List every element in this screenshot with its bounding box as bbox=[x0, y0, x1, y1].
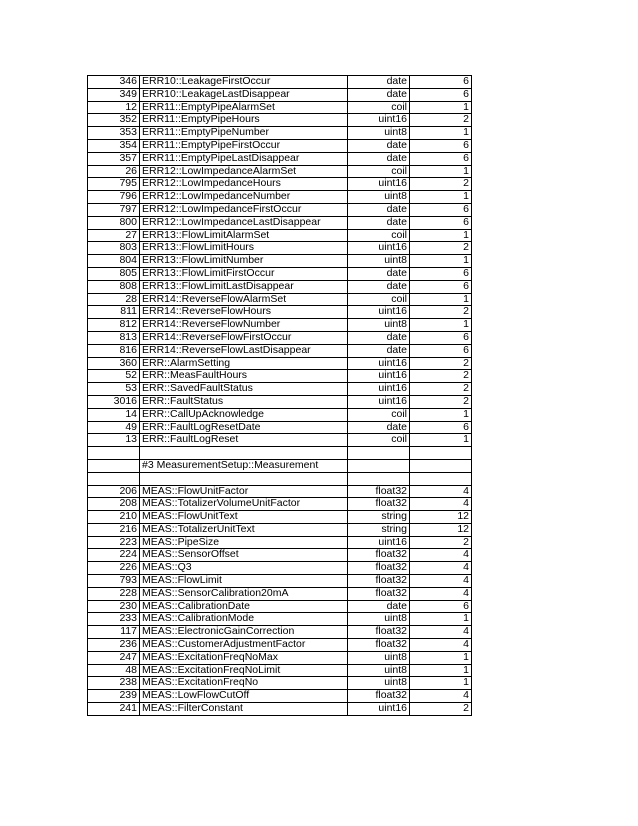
byte-length-cell: 2 bbox=[410, 114, 472, 127]
register-address-cell: 224 bbox=[88, 549, 140, 562]
table-row bbox=[88, 370, 472, 383]
register-address-cell: 226 bbox=[88, 562, 140, 575]
byte-length-cell: 1 bbox=[410, 677, 472, 690]
register-address-cell: 793 bbox=[88, 575, 140, 588]
table-row bbox=[88, 344, 472, 357]
byte-length-cell: 12 bbox=[410, 523, 472, 536]
register-name-cell: ERR14::ReverseFlowFirstOccur bbox=[140, 331, 348, 344]
data-type-cell bbox=[348, 447, 410, 460]
register-name-cell: MEAS::PipeSize bbox=[140, 536, 348, 549]
register-name-cell: ERR::MeasFaultHours bbox=[140, 370, 348, 383]
register-name-cell bbox=[140, 447, 348, 460]
data-type-cell: coil bbox=[348, 293, 410, 306]
register-address-cell: 216 bbox=[88, 523, 140, 536]
data-type-cell bbox=[348, 472, 410, 485]
byte-length-cell: 2 bbox=[410, 178, 472, 191]
register-name-cell: ERR::SavedFaultStatus bbox=[140, 383, 348, 396]
data-type-cell: uint16 bbox=[348, 536, 410, 549]
data-type-cell: date bbox=[348, 88, 410, 101]
register-address-cell: 48 bbox=[88, 664, 140, 677]
register-name-cell: ERR13::FlowLimitLastDisappear bbox=[140, 280, 348, 293]
section-header-row bbox=[88, 459, 472, 472]
table-row bbox=[88, 395, 472, 408]
table-row bbox=[88, 88, 472, 101]
register-name-cell: MEAS::TotalizerVolumeUnitFactor bbox=[140, 498, 348, 511]
table-row bbox=[88, 408, 472, 421]
table-row bbox=[88, 472, 472, 485]
data-type-cell: float32 bbox=[348, 485, 410, 498]
byte-length-cell: 12 bbox=[410, 511, 472, 524]
data-type-cell: date bbox=[348, 216, 410, 229]
register-address-cell: 796 bbox=[88, 191, 140, 204]
register-address-cell: 241 bbox=[88, 703, 140, 716]
byte-length-cell: 1 bbox=[410, 127, 472, 140]
byte-length-cell: 1 bbox=[410, 229, 472, 242]
register-name-cell: MEAS::CustomerAdjustmentFactor bbox=[140, 639, 348, 652]
data-type-cell: float32 bbox=[348, 562, 410, 575]
register-name-cell: ERR11::EmptyPipeHours bbox=[140, 114, 348, 127]
data-type-cell: uint8 bbox=[348, 651, 410, 664]
register-table bbox=[87, 75, 472, 716]
register-address-cell: 52 bbox=[88, 370, 140, 383]
data-type-cell: uint8 bbox=[348, 319, 410, 332]
byte-length-cell: 1 bbox=[410, 319, 472, 332]
data-type-cell: uint8 bbox=[348, 127, 410, 140]
data-type-cell: coil bbox=[348, 101, 410, 114]
data-type-cell: float32 bbox=[348, 587, 410, 600]
data-type-cell: uint16 bbox=[348, 114, 410, 127]
byte-length-cell: 1 bbox=[410, 255, 472, 268]
register-name-cell: MEAS::SensorCalibration20mA bbox=[140, 587, 348, 600]
table-row bbox=[88, 280, 472, 293]
register-name-cell: ERR11::EmptyPipeLastDisappear bbox=[140, 152, 348, 165]
table-row bbox=[88, 127, 472, 140]
table-row bbox=[88, 626, 472, 639]
byte-length-cell: 6 bbox=[410, 152, 472, 165]
table-row bbox=[88, 152, 472, 165]
register-address-cell: 808 bbox=[88, 280, 140, 293]
byte-length-cell: 1 bbox=[410, 293, 472, 306]
register-address-cell: 28 bbox=[88, 293, 140, 306]
table-row bbox=[88, 191, 472, 204]
table-row bbox=[88, 523, 472, 536]
register-address-cell: 206 bbox=[88, 485, 140, 498]
register-address-cell bbox=[88, 447, 140, 460]
data-type-cell: uint16 bbox=[348, 178, 410, 191]
data-type-cell bbox=[348, 459, 410, 472]
byte-length-cell: 1 bbox=[410, 408, 472, 421]
register-address-cell: 805 bbox=[88, 267, 140, 280]
register-name-cell: MEAS::ExcitationFreqNoMax bbox=[140, 651, 348, 664]
table-row bbox=[88, 575, 472, 588]
table-row bbox=[88, 511, 472, 524]
register-address-cell bbox=[88, 472, 140, 485]
register-address-cell bbox=[88, 459, 140, 472]
byte-length-cell: 6 bbox=[410, 600, 472, 613]
byte-length-cell: 4 bbox=[410, 562, 472, 575]
register-address-cell: 117 bbox=[88, 626, 140, 639]
table-row bbox=[88, 229, 472, 242]
data-type-cell: float32 bbox=[348, 575, 410, 588]
register-address-cell: 816 bbox=[88, 344, 140, 357]
byte-length-cell: 6 bbox=[410, 421, 472, 434]
register-address-cell: 247 bbox=[88, 651, 140, 664]
register-address-cell: 210 bbox=[88, 511, 140, 524]
data-type-cell: string bbox=[348, 511, 410, 524]
register-name-cell: ERR12::LowImpedanceHours bbox=[140, 178, 348, 191]
byte-length-cell: 6 bbox=[410, 88, 472, 101]
register-name-cell: ERR11::EmptyPipeNumber bbox=[140, 127, 348, 140]
register-name-cell: MEAS::SensorOffset bbox=[140, 549, 348, 562]
table-row bbox=[88, 498, 472, 511]
byte-length-cell: 6 bbox=[410, 216, 472, 229]
byte-length-cell: 2 bbox=[410, 306, 472, 319]
byte-length-cell: 2 bbox=[410, 370, 472, 383]
data-type-cell: date bbox=[348, 267, 410, 280]
data-type-cell: date bbox=[348, 203, 410, 216]
register-name-cell: #3 MeasurementSetup::Measurement bbox=[140, 459, 348, 472]
table-row bbox=[88, 203, 472, 216]
byte-length-cell: 4 bbox=[410, 639, 472, 652]
table-row bbox=[88, 690, 472, 703]
register-address-cell: 27 bbox=[88, 229, 140, 242]
byte-length-cell: 4 bbox=[410, 587, 472, 600]
table-row bbox=[88, 255, 472, 268]
table-row bbox=[88, 165, 472, 178]
byte-length-cell: 2 bbox=[410, 383, 472, 396]
byte-length-cell: 4 bbox=[410, 498, 472, 511]
table-row bbox=[88, 139, 472, 152]
register-address-cell: 349 bbox=[88, 88, 140, 101]
data-type-cell: uint16 bbox=[348, 357, 410, 370]
table-row bbox=[88, 306, 472, 319]
table-row bbox=[88, 357, 472, 370]
table-row bbox=[88, 587, 472, 600]
register-name-cell: ERR::FaultLogReset bbox=[140, 434, 348, 447]
data-type-cell: coil bbox=[348, 165, 410, 178]
register-address-cell: 239 bbox=[88, 690, 140, 703]
table-row bbox=[88, 293, 472, 306]
register-name-cell: ERR14::ReverseFlowHours bbox=[140, 306, 348, 319]
register-address-cell: 803 bbox=[88, 242, 140, 255]
table-row bbox=[88, 383, 472, 396]
register-name-cell bbox=[140, 472, 348, 485]
register-address-cell: 804 bbox=[88, 255, 140, 268]
register-name-cell: ERR12::LowImpedanceFirstOccur bbox=[140, 203, 348, 216]
byte-length-cell: 2 bbox=[410, 703, 472, 716]
data-type-cell: uint16 bbox=[348, 703, 410, 716]
byte-length-cell: 1 bbox=[410, 434, 472, 447]
byte-length-cell: 6 bbox=[410, 280, 472, 293]
byte-length-cell bbox=[410, 447, 472, 460]
register-name-cell: MEAS::FlowUnitText bbox=[140, 511, 348, 524]
data-type-cell: float32 bbox=[348, 690, 410, 703]
table-row bbox=[88, 639, 472, 652]
data-type-cell: uint16 bbox=[348, 242, 410, 255]
byte-length-cell: 4 bbox=[410, 626, 472, 639]
register-address-cell: 223 bbox=[88, 536, 140, 549]
register-address-cell: 238 bbox=[88, 677, 140, 690]
data-type-cell: uint16 bbox=[348, 395, 410, 408]
register-address-cell: 360 bbox=[88, 357, 140, 370]
register-name-cell: MEAS::FlowLimit bbox=[140, 575, 348, 588]
byte-length-cell: 1 bbox=[410, 191, 472, 204]
register-address-cell: 236 bbox=[88, 639, 140, 652]
register-name-cell: ERR11::EmptyPipeAlarmSet bbox=[140, 101, 348, 114]
byte-length-cell: 6 bbox=[410, 203, 472, 216]
byte-length-cell: 2 bbox=[410, 395, 472, 408]
register-name-cell: MEAS::CalibrationMode bbox=[140, 613, 348, 626]
register-name-cell: MEAS::FilterConstant bbox=[140, 703, 348, 716]
byte-length-cell: 4 bbox=[410, 549, 472, 562]
data-type-cell: float32 bbox=[348, 639, 410, 652]
byte-length-cell: 6 bbox=[410, 267, 472, 280]
register-address-cell: 26 bbox=[88, 165, 140, 178]
register-address-cell: 813 bbox=[88, 331, 140, 344]
register-name-cell: ERR13::FlowLimitHours bbox=[140, 242, 348, 255]
data-type-cell: float32 bbox=[348, 626, 410, 639]
register-address-cell: 354 bbox=[88, 139, 140, 152]
byte-length-cell: 2 bbox=[410, 357, 472, 370]
table-row bbox=[88, 703, 472, 716]
register-address-cell: 12 bbox=[88, 101, 140, 114]
table-row bbox=[88, 319, 472, 332]
table-row bbox=[88, 536, 472, 549]
data-type-cell: date bbox=[348, 76, 410, 89]
register-address-cell: 230 bbox=[88, 600, 140, 613]
byte-length-cell: 6 bbox=[410, 76, 472, 89]
table-row bbox=[88, 677, 472, 690]
register-name-cell: ERR10::LeakageLastDisappear bbox=[140, 88, 348, 101]
data-type-cell: uint16 bbox=[348, 306, 410, 319]
data-type-cell: date bbox=[348, 331, 410, 344]
register-name-cell: MEAS::LowFlowCutOff bbox=[140, 690, 348, 703]
table-row bbox=[88, 178, 472, 191]
table-row bbox=[88, 114, 472, 127]
table-row bbox=[88, 434, 472, 447]
table-row bbox=[88, 562, 472, 575]
table-row bbox=[88, 613, 472, 626]
byte-length-cell: 1 bbox=[410, 664, 472, 677]
table-row bbox=[88, 331, 472, 344]
register-address-cell: 353 bbox=[88, 127, 140, 140]
byte-length-cell: 6 bbox=[410, 139, 472, 152]
register-address-cell: 797 bbox=[88, 203, 140, 216]
table-row bbox=[88, 485, 472, 498]
register-name-cell: ERR14::ReverseFlowAlarmSet bbox=[140, 293, 348, 306]
register-address-cell: 49 bbox=[88, 421, 140, 434]
data-type-cell: date bbox=[348, 600, 410, 613]
byte-length-cell: 1 bbox=[410, 613, 472, 626]
data-type-cell: float32 bbox=[348, 498, 410, 511]
data-type-cell: uint16 bbox=[348, 370, 410, 383]
register-name-cell: ERR::CallUpAcknowledge bbox=[140, 408, 348, 421]
table-row bbox=[88, 267, 472, 280]
table-row bbox=[88, 447, 472, 460]
byte-length-cell: 2 bbox=[410, 536, 472, 549]
register-name-cell: ERR13::FlowLimitNumber bbox=[140, 255, 348, 268]
register-address-cell: 13 bbox=[88, 434, 140, 447]
byte-length-cell: 4 bbox=[410, 575, 472, 588]
register-name-cell: MEAS::ExcitationFreqNo bbox=[140, 677, 348, 690]
table-row bbox=[88, 216, 472, 229]
byte-length-cell: 6 bbox=[410, 331, 472, 344]
register-name-cell: ERR10::LeakageFirstOccur bbox=[140, 76, 348, 89]
register-name-cell: ERR11::EmptyPipeFirstOccur bbox=[140, 139, 348, 152]
byte-length-cell: 4 bbox=[410, 690, 472, 703]
register-name-cell: ERR::FaultLogResetDate bbox=[140, 421, 348, 434]
data-type-cell: date bbox=[348, 139, 410, 152]
register-name-cell: ERR::FaultStatus bbox=[140, 395, 348, 408]
register-name-cell: ERR12::LowImpedanceAlarmSet bbox=[140, 165, 348, 178]
register-name-cell: MEAS::Q3 bbox=[140, 562, 348, 575]
byte-length-cell: 1 bbox=[410, 165, 472, 178]
register-address-cell: 811 bbox=[88, 306, 140, 319]
register-name-cell: ERR13::FlowLimitFirstOccur bbox=[140, 267, 348, 280]
register-name-cell: MEAS::ExcitationFreqNoLimit bbox=[140, 664, 348, 677]
register-address-cell: 812 bbox=[88, 319, 140, 332]
data-type-cell: uint8 bbox=[348, 613, 410, 626]
data-type-cell: uint8 bbox=[348, 664, 410, 677]
data-type-cell: date bbox=[348, 421, 410, 434]
table-row bbox=[88, 421, 472, 434]
register-name-cell: MEAS::CalibrationDate bbox=[140, 600, 348, 613]
table-row bbox=[88, 600, 472, 613]
register-name-cell: ERR13::FlowLimitAlarmSet bbox=[140, 229, 348, 242]
data-type-cell: string bbox=[348, 523, 410, 536]
table-row bbox=[88, 76, 472, 89]
data-type-cell: float32 bbox=[348, 549, 410, 562]
register-address-cell: 208 bbox=[88, 498, 140, 511]
register-address-cell: 346 bbox=[88, 76, 140, 89]
register-address-cell: 352 bbox=[88, 114, 140, 127]
byte-length-cell bbox=[410, 472, 472, 485]
table-row bbox=[88, 664, 472, 677]
table-row bbox=[88, 101, 472, 114]
data-type-cell: coil bbox=[348, 408, 410, 421]
data-type-cell: date bbox=[348, 152, 410, 165]
data-type-cell: date bbox=[348, 344, 410, 357]
byte-length-cell: 6 bbox=[410, 344, 472, 357]
register-name-cell: ERR14::ReverseFlowLastDisappear bbox=[140, 344, 348, 357]
register-address-cell: 233 bbox=[88, 613, 140, 626]
register-name-cell: ERR14::ReverseFlowNumber bbox=[140, 319, 348, 332]
byte-length-cell bbox=[410, 459, 472, 472]
register-address-cell: 3016 bbox=[88, 395, 140, 408]
register-name-cell: ERR12::LowImpedanceLastDisappear bbox=[140, 216, 348, 229]
table-row bbox=[88, 651, 472, 664]
register-name-cell: MEAS::TotalizerUnitText bbox=[140, 523, 348, 536]
register-table-body bbox=[88, 76, 472, 716]
byte-length-cell: 4 bbox=[410, 485, 472, 498]
data-type-cell: uint8 bbox=[348, 677, 410, 690]
byte-length-cell: 1 bbox=[410, 651, 472, 664]
data-type-cell: coil bbox=[348, 434, 410, 447]
register-name-cell: ERR::AlarmSetting bbox=[140, 357, 348, 370]
table-row bbox=[88, 242, 472, 255]
register-address-cell: 357 bbox=[88, 152, 140, 165]
table-row bbox=[88, 549, 472, 562]
register-name-cell: MEAS::FlowUnitFactor bbox=[140, 485, 348, 498]
register-name-cell: ERR12::LowImpedanceNumber bbox=[140, 191, 348, 204]
register-address-cell: 228 bbox=[88, 587, 140, 600]
data-type-cell: uint8 bbox=[348, 191, 410, 204]
data-type-cell: uint8 bbox=[348, 255, 410, 268]
register-name-cell: MEAS::ElectronicGainCorrection bbox=[140, 626, 348, 639]
register-address-cell: 14 bbox=[88, 408, 140, 421]
data-type-cell: uint16 bbox=[348, 383, 410, 396]
data-type-cell: coil bbox=[348, 229, 410, 242]
register-address-cell: 800 bbox=[88, 216, 140, 229]
data-type-cell: date bbox=[348, 280, 410, 293]
register-address-cell: 795 bbox=[88, 178, 140, 191]
register-address-cell: 53 bbox=[88, 383, 140, 396]
byte-length-cell: 1 bbox=[410, 101, 472, 114]
byte-length-cell: 2 bbox=[410, 242, 472, 255]
